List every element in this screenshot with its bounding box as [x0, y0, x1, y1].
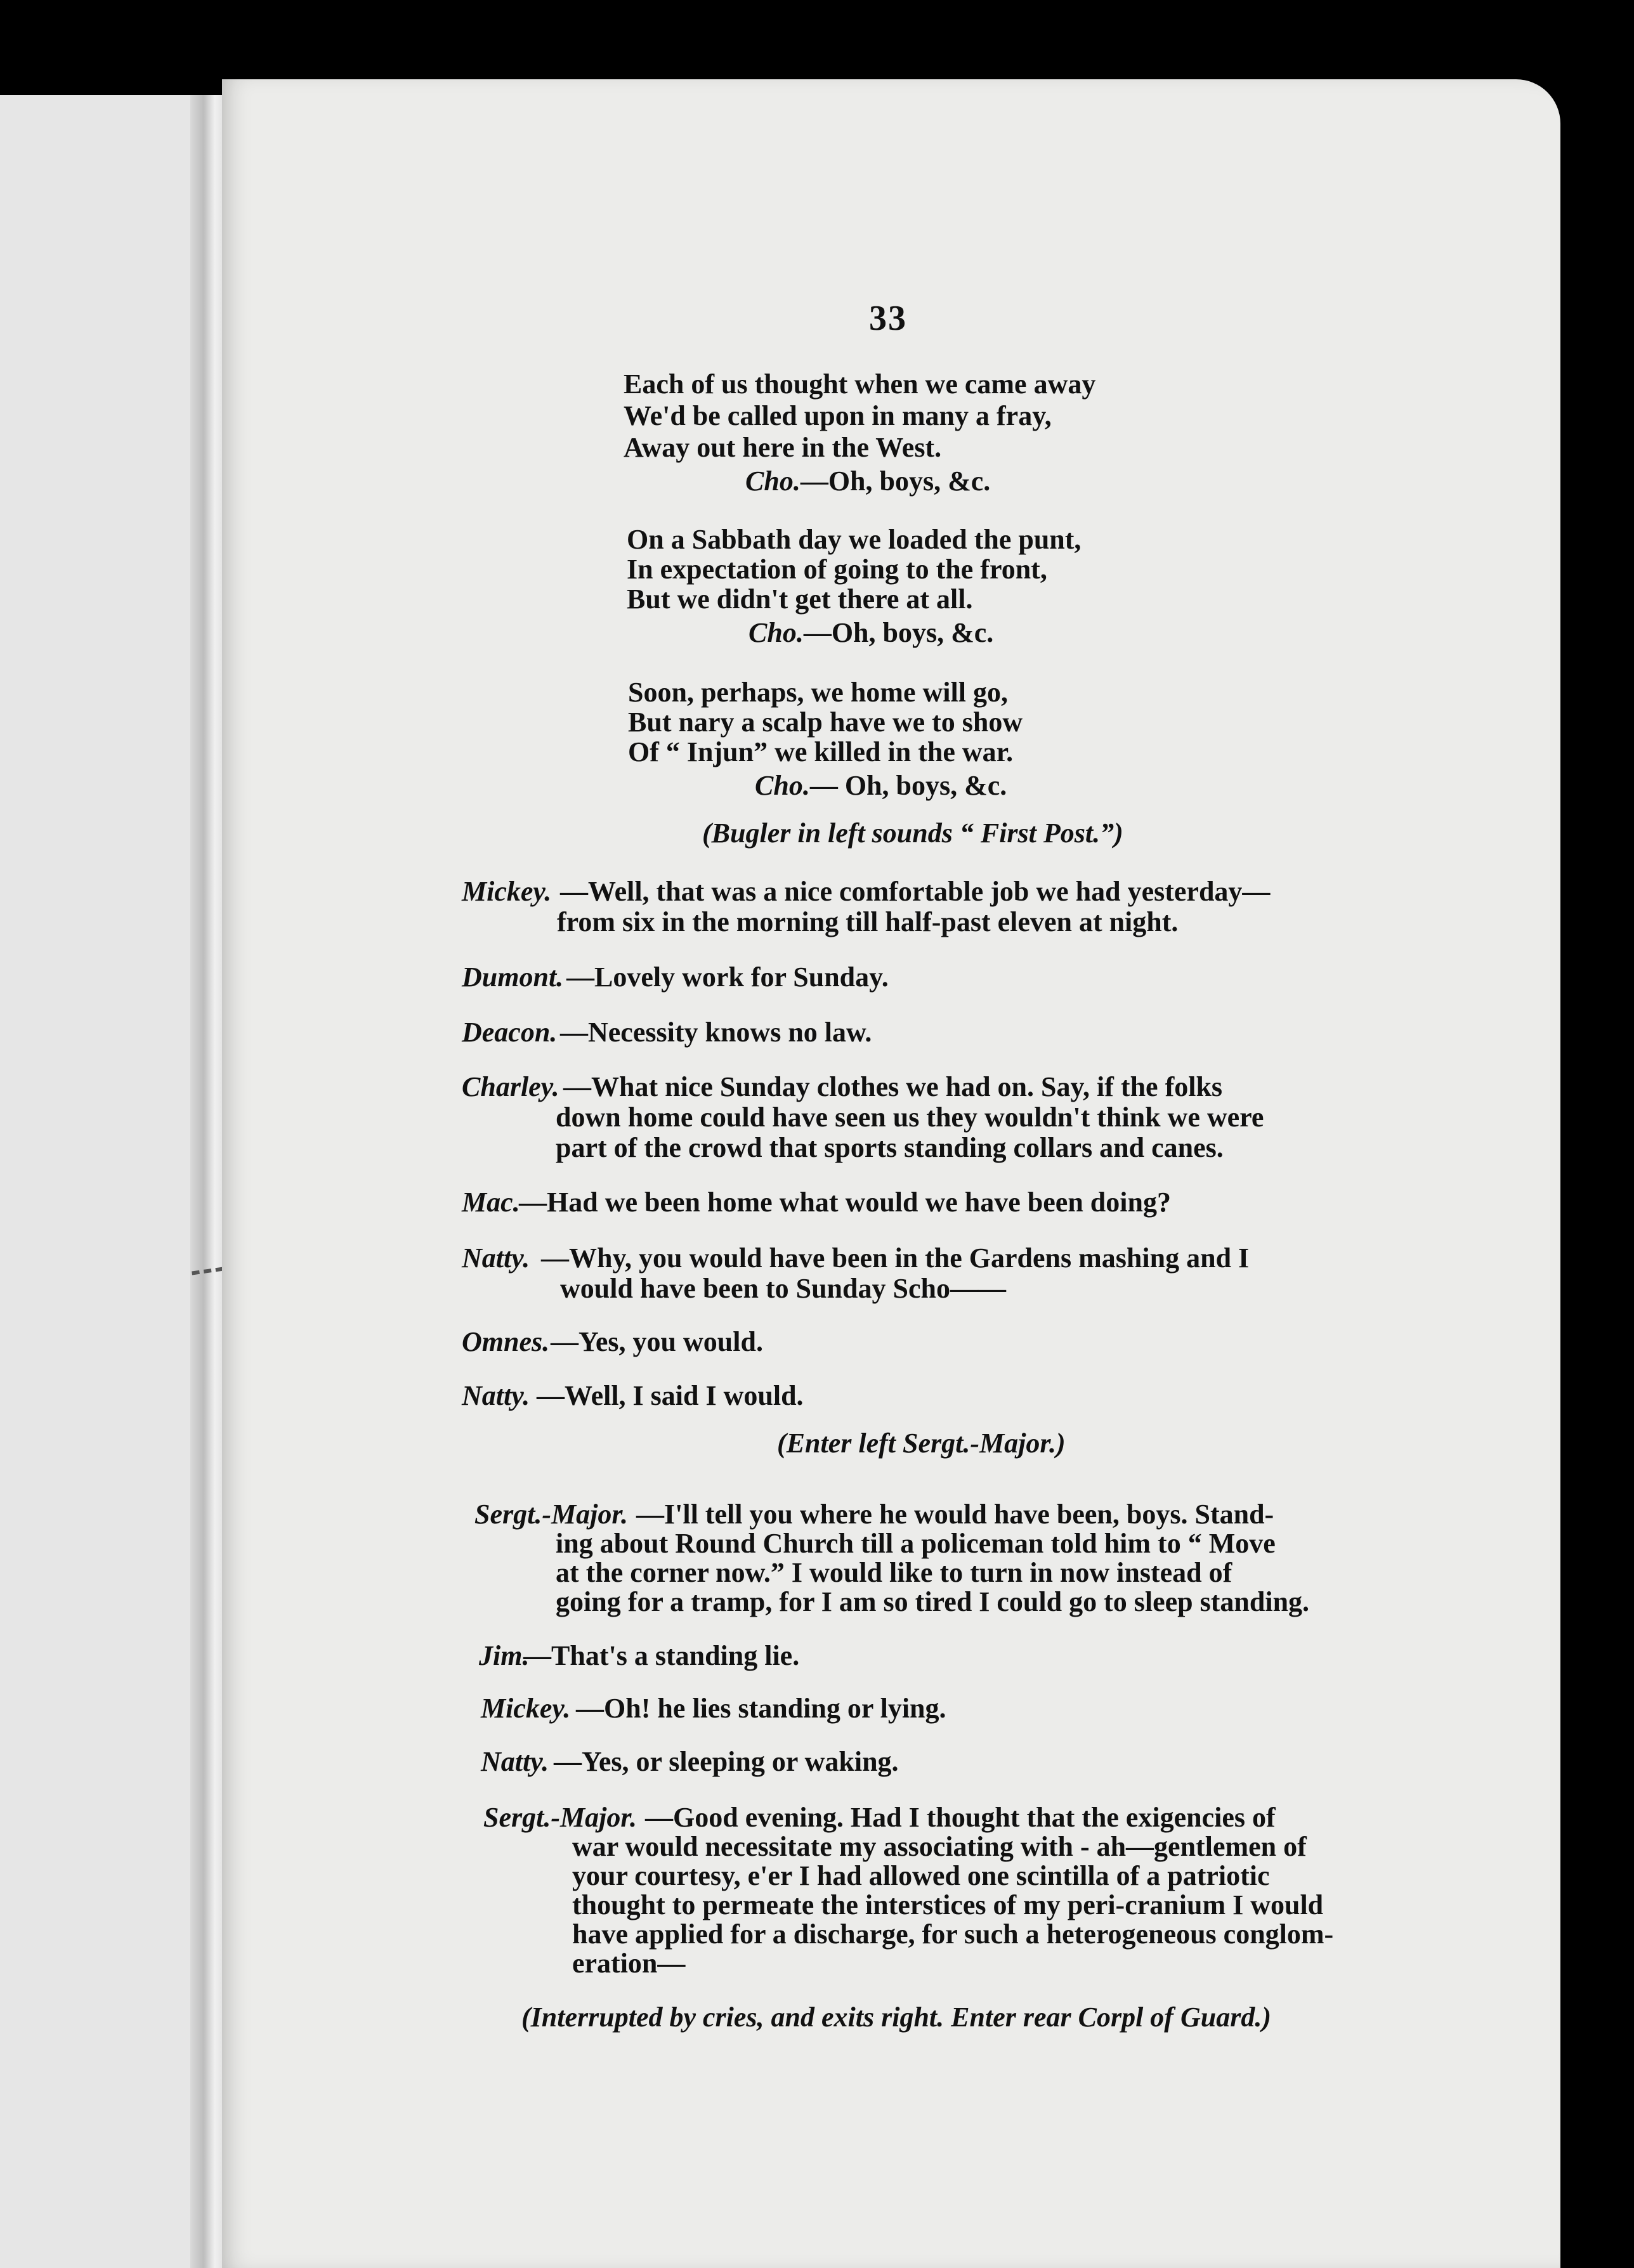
speaker-name: Mickey.	[462, 876, 552, 907]
verse-line: Of “ Injun” we killed in the war.	[628, 736, 1014, 767]
verse-line: We'd be called upon in many a fray,	[624, 400, 1052, 431]
speaker-name: Natty.	[462, 1242, 530, 1274]
dialogue-line: would have been to Sunday Scho——	[560, 1273, 1006, 1304]
stage-direction-enter-major: (Enter left Sergt.-Major.)	[777, 1428, 1066, 1459]
speaker-name: Sergt.-Major.	[474, 1499, 629, 1530]
speaker-name: Charley.	[462, 1071, 559, 1102]
dialogue-line: part of the crowd that sports standing collars and canes.	[556, 1132, 1224, 1163]
speaker-name: Mickey.	[481, 1693, 571, 1724]
speaker-name: Jim.	[479, 1640, 530, 1671]
speaker-name: Sergt.-Major.	[483, 1802, 637, 1833]
dialogue-line: —What nice Sunday clothes we had on. Say, if the folks	[563, 1071, 1223, 1102]
dialogue-line: —Yes, you would.	[551, 1326, 763, 1357]
verse-line: Away out here in the West.	[624, 432, 942, 463]
verse-line: Soon, perhaps, we home will go,	[628, 677, 1008, 708]
dialogue-line: ing about Round Church till a policeman told him to “ Move	[556, 1528, 1276, 1559]
speaker-name: Natty.	[462, 1380, 530, 1411]
dialogue-line: —Had we been home what would we have been doing?	[519, 1187, 1171, 1218]
dialogue-line: —Good evening. Had I thought that the exigencies of	[645, 1802, 1276, 1833]
chorus-label: Cho.	[745, 466, 801, 497]
dialogue-line: —Why, you would have been in the Gardens mashing and I	[541, 1242, 1250, 1274]
chorus-text: —Oh, boys, &c.	[803, 617, 994, 648]
stage-direction-bugler: (Bugler in left sounds “ First Post.”)	[702, 818, 1123, 849]
dialogue-line: war would necessitate my associating with - ah—gentlemen of	[572, 1831, 1307, 1862]
dialogue-line: —Lovely work for Sunday.	[566, 961, 889, 993]
chorus-label: Cho.	[748, 617, 804, 648]
dialogue-line: —Well, I said I would.	[537, 1380, 804, 1411]
dialogue-line: —That's a standing lie.	[523, 1640, 800, 1671]
speaker-name: Dumont.	[462, 961, 564, 993]
dialogue-line: eration—	[572, 1948, 686, 1979]
stage-direction-interrupted: (Interrupted by cries, and exits right. Enter rear Corpl of Guard.)	[521, 2002, 1271, 2033]
page-number: 33	[869, 299, 907, 338]
speaker-name: Mac.	[462, 1187, 520, 1218]
dialogue-line: —Necessity knows no law.	[560, 1017, 872, 1048]
speaker-name: Omnes.	[462, 1326, 550, 1357]
chorus-line	[755, 769, 1007, 802]
dialogue-line: at the corner now.” I would like to turn in now instead of	[556, 1557, 1232, 1588]
dialogue-line: —Well, that was a nice comfortable job we had yesterday—	[560, 876, 1271, 907]
chorus-line	[745, 465, 990, 497]
dialogue-line: —Yes, or sleeping or waking.	[554, 1746, 899, 1777]
speaker-name: Deacon.	[462, 1017, 558, 1048]
verse-line: But we didn't get there at all.	[627, 583, 973, 615]
dialogue-line: have applied for a discharge, for such a heterogeneous conglom-	[572, 1919, 1334, 1950]
chorus-text: — Oh, boys, &c.	[809, 770, 1007, 801]
dialogue-line: from six in the morning till half-past eleven at night.	[557, 906, 1179, 937]
verse-line: On a Sabbath day we loaded the punt,	[627, 524, 1082, 555]
dialogue-line: thought to permeate the interstices of my peri-cranium I would	[572, 1889, 1324, 1920]
chorus-line	[748, 616, 993, 649]
dialogue-line: going for a tramp, for I am so tired I could go to sleep standing.	[556, 1586, 1310, 1617]
dialogue-line: —Oh! he lies standing or lying.	[576, 1693, 946, 1724]
dialogue-line: —I'll tell you where he would have been, boys. Stand-	[636, 1499, 1274, 1530]
dialogue-line: down home could have seen us they wouldn't think we were	[556, 1102, 1264, 1133]
verse-line: In expectation of going to the front,	[627, 554, 1047, 585]
chorus-text: —Oh, boys, &c.	[800, 466, 991, 497]
facing-page-edge	[0, 95, 219, 2268]
verse-line: Each of us thought when we came away	[624, 368, 1096, 400]
verse-line: But nary a scalp have we to show	[628, 707, 1023, 738]
speaker-name: Natty.	[481, 1746, 549, 1777]
dialogue-line: your courtesy, e'er I had allowed one scintilla of a patriotic	[572, 1860, 1270, 1891]
chorus-label: Cho.	[755, 770, 810, 801]
